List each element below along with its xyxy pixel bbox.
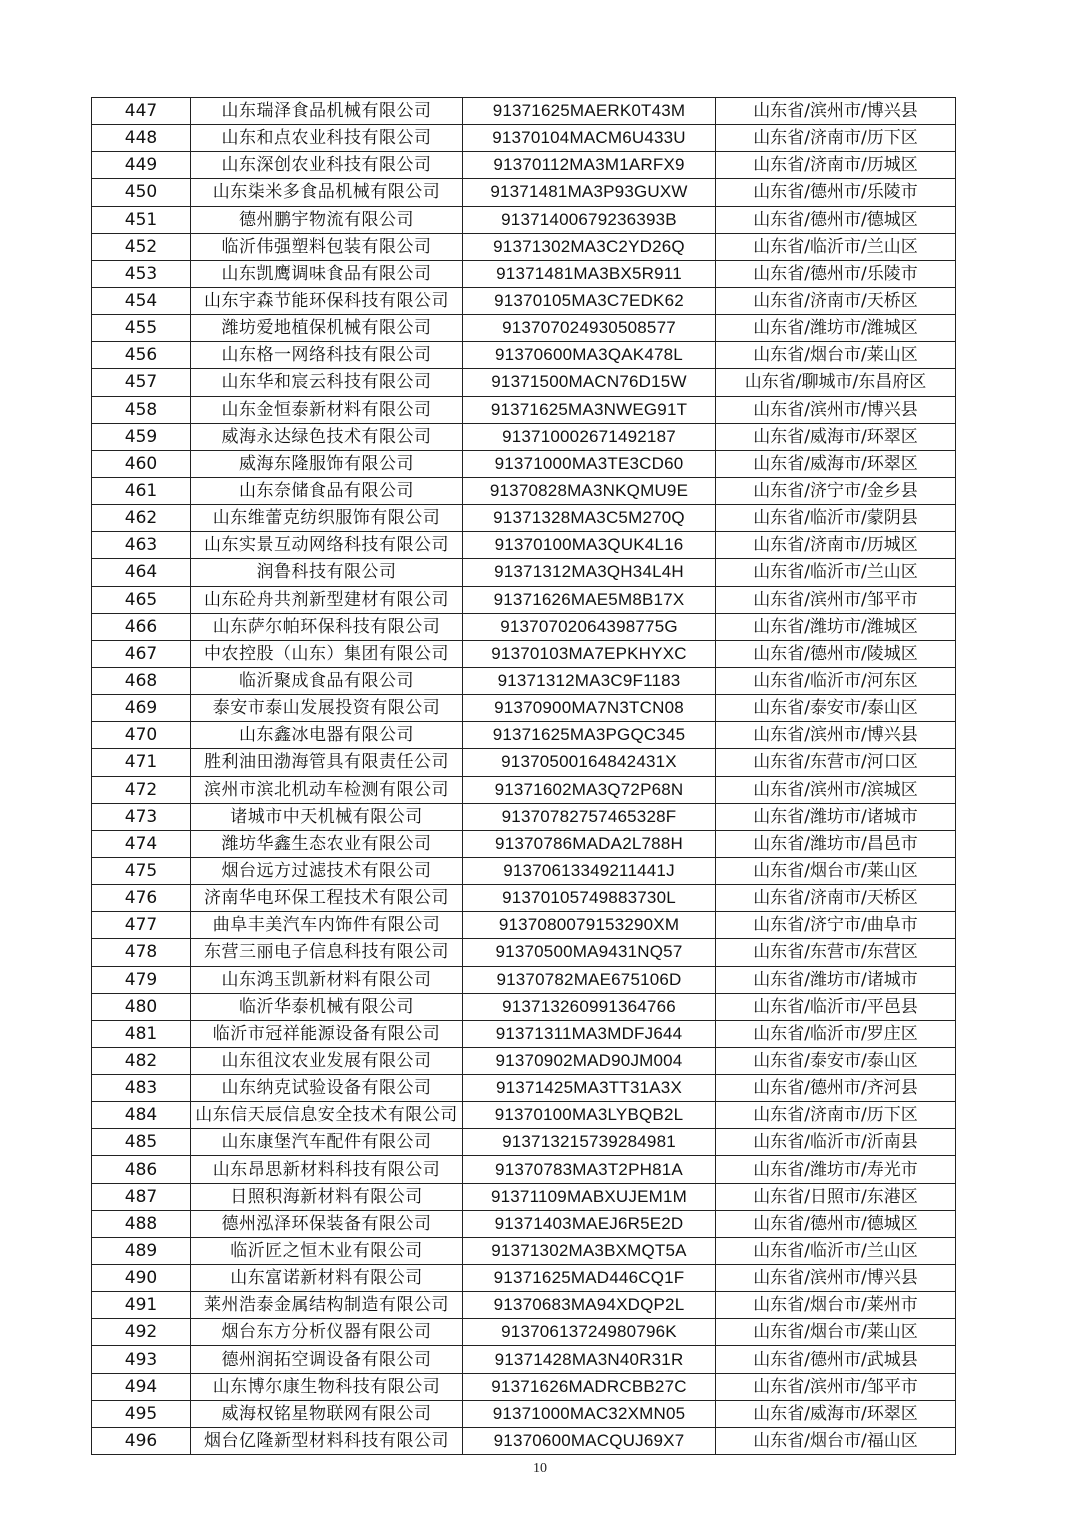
company-name-cell: 山东和点农业科技有限公司 [191, 125, 463, 152]
company-name-cell: 诸城市中天机械有限公司 [191, 803, 463, 830]
table-row [92, 260, 956, 287]
serial-number-cell: 483 [92, 1075, 191, 1102]
serial-number-cell: 462 [92, 505, 191, 532]
table-row [92, 315, 956, 342]
region-cell: 山东省/滨州市/滨城区 [716, 776, 956, 803]
serial-number-cell: 475 [92, 857, 191, 884]
page-number: 10 [533, 1461, 547, 1476]
serial-number-cell: 493 [92, 1346, 191, 1373]
table-row [92, 776, 956, 803]
credit-code-cell: 91371602MA3Q72P68N [463, 776, 716, 803]
serial-number-cell: 457 [92, 369, 191, 396]
table-row [92, 505, 956, 532]
serial-number-cell: 474 [92, 830, 191, 857]
table-row [92, 450, 956, 477]
region-cell: 山东省/潍坊市/寿光市 [716, 1156, 956, 1183]
company-name-cell: 山东宇森节能环保科技有限公司 [191, 287, 463, 314]
credit-code-cell: 91371109MABXUJEM1M [463, 1183, 716, 1210]
credit-code-cell: 913713260991364766 [463, 993, 716, 1020]
table-row [92, 477, 956, 504]
company-name-cell: 山东萨尔帕环保科技有限公司 [191, 613, 463, 640]
company-name-cell: 胜利油田渤海管具有限责任公司 [191, 749, 463, 776]
company-name-cell: 滨州市滨北机动车检测有限公司 [191, 776, 463, 803]
credit-code-cell: 91371428MA3N40R31R [463, 1346, 716, 1373]
company-name-cell: 东营三丽电子信息科技有限公司 [191, 939, 463, 966]
region-cell: 山东省/烟台市/莱山区 [716, 1319, 956, 1346]
table-row [92, 1156, 956, 1183]
company-name-cell: 德州鹏宇物流有限公司 [191, 206, 463, 233]
credit-code-cell: 91371312MA3C9F1183 [463, 667, 716, 694]
company-name-cell: 山东格一网络科技有限公司 [191, 342, 463, 369]
company-name-cell: 威海权铭星物联网有限公司 [191, 1400, 463, 1427]
company-name-cell: 山东金恒泰新材料有限公司 [191, 396, 463, 423]
region-cell: 山东省/烟台市/莱州市 [716, 1292, 956, 1319]
serial-number-cell: 480 [92, 993, 191, 1020]
table-row [92, 1183, 956, 1210]
region-cell: 山东省/烟台市/莱山区 [716, 857, 956, 884]
table-row [92, 1346, 956, 1373]
table-row [92, 1373, 956, 1400]
serial-number-cell: 470 [92, 722, 191, 749]
table-row [92, 613, 956, 640]
region-cell: 山东省/滨州市/博兴县 [716, 396, 956, 423]
credit-code-cell: 91370600MACQUJ69X7 [463, 1427, 716, 1454]
serial-number-cell: 454 [92, 287, 191, 314]
region-cell: 山东省/临沂市/河东区 [716, 667, 956, 694]
credit-code-cell: 91370100MA3QUK4L16 [463, 532, 716, 559]
region-cell: 山东省/德州市/德城区 [716, 206, 956, 233]
region-cell: 山东省/济南市/天桥区 [716, 885, 956, 912]
serial-number-cell: 459 [92, 423, 191, 450]
region-cell: 山东省/潍坊市/潍城区 [716, 613, 956, 640]
credit-code-cell: 91370786MADA2L788H [463, 830, 716, 857]
credit-code-cell: 91370500MA9431NQ57 [463, 939, 716, 966]
table-row [92, 830, 956, 857]
serial-number-cell: 486 [92, 1156, 191, 1183]
region-cell: 山东省/滨州市/邹平市 [716, 1373, 956, 1400]
serial-number-cell: 481 [92, 1020, 191, 1047]
credit-code-cell: 91370104MACM6U433U [463, 125, 716, 152]
table-row [92, 179, 956, 206]
credit-code-cell: 91371311MA3MDFJ644 [463, 1020, 716, 1047]
region-cell: 山东省/威海市/环翠区 [716, 450, 956, 477]
table-row [92, 1319, 956, 1346]
region-cell: 山东省/日照市/东港区 [716, 1183, 956, 1210]
serial-number-cell: 468 [92, 667, 191, 694]
credit-code-cell: 913707024930508577 [463, 315, 716, 342]
company-name-cell: 山东康堡汽车配件有限公司 [191, 1129, 463, 1156]
region-cell: 山东省/德州市/齐河县 [716, 1075, 956, 1102]
serial-number-cell: 455 [92, 315, 191, 342]
credit-code-cell: 91371625MA3PGQC345 [463, 722, 716, 749]
serial-number-cell: 452 [92, 233, 191, 260]
serial-number-cell: 488 [92, 1210, 191, 1237]
credit-code-cell: 91371626MAE5M8B17X [463, 586, 716, 613]
company-name-cell: 德州泓泽环保装备有限公司 [191, 1210, 463, 1237]
serial-number-cell: 473 [92, 803, 191, 830]
credit-code-cell: 91370105MA3C7EDK62 [463, 287, 716, 314]
table-row [92, 287, 956, 314]
company-name-cell: 日照积海新材料有限公司 [191, 1183, 463, 1210]
region-cell: 山东省/潍坊市/诸城市 [716, 966, 956, 993]
company-name-cell: 山东信天辰信息安全技术有限公司 [191, 1102, 463, 1129]
table-row [92, 396, 956, 423]
region-cell: 山东省/临沂市/蒙阴县 [716, 505, 956, 532]
serial-number-cell: 479 [92, 966, 191, 993]
region-cell: 山东省/临沂市/兰山区 [716, 559, 956, 586]
company-name-cell: 山东砼舟共剂新型建材有限公司 [191, 586, 463, 613]
company-name-cell: 临沂市冠祥能源设备有限公司 [191, 1020, 463, 1047]
serial-number-cell: 491 [92, 1292, 191, 1319]
region-cell: 山东省/临沂市/罗庄区 [716, 1020, 956, 1047]
serial-number-cell: 471 [92, 749, 191, 776]
company-name-cell: 山东鸿玉凯新材料有限公司 [191, 966, 463, 993]
credit-code-cell: 913713215739284981 [463, 1129, 716, 1156]
credit-code-cell: 91371312MA3QH34L4H [463, 559, 716, 586]
serial-number-cell: 494 [92, 1373, 191, 1400]
company-name-cell: 山东华和宸云科技有限公司 [191, 369, 463, 396]
serial-number-cell: 476 [92, 885, 191, 912]
credit-code-cell: 91370100MA3LYBQB2L [463, 1102, 716, 1129]
table-row [92, 233, 956, 260]
company-table [91, 97, 956, 1455]
serial-number-cell: 464 [92, 559, 191, 586]
region-cell: 山东省/济南市/历城区 [716, 152, 956, 179]
company-name-cell: 山东昂思新材料科技有限公司 [191, 1156, 463, 1183]
credit-code-cell: 91371500MACN76D15W [463, 369, 716, 396]
region-cell: 山东省/东营市/东营区 [716, 939, 956, 966]
table-row [92, 1020, 956, 1047]
table-row [92, 1400, 956, 1427]
credit-code-cell: 91370613349211441J [463, 857, 716, 884]
company-name-cell: 润鲁科技有限公司 [191, 559, 463, 586]
serial-number-cell: 448 [92, 125, 191, 152]
credit-code-cell: 91370782MAE675106D [463, 966, 716, 993]
region-cell: 山东省/泰安市/泰山区 [716, 1047, 956, 1074]
credit-code-cell: 91370782757465328F [463, 803, 716, 830]
company-name-cell: 临沂匠之恒木业有限公司 [191, 1237, 463, 1264]
table-row [92, 1265, 956, 1292]
credit-code-cell: 91370613724980796K [463, 1319, 716, 1346]
company-name-cell: 潍坊爱地植保机械有限公司 [191, 315, 463, 342]
company-name-cell: 山东徂汶农业发展有限公司 [191, 1047, 463, 1074]
credit-code-cell: 9137080079153290XM [463, 912, 716, 939]
region-cell: 山东省/临沂市/兰山区 [716, 233, 956, 260]
company-name-cell: 烟台东方分析仪器有限公司 [191, 1319, 463, 1346]
region-cell: 山东省/威海市/环翠区 [716, 423, 956, 450]
credit-code-cell: 91371302MA3BXMQT5A [463, 1237, 716, 1264]
region-cell: 山东省/济南市/历下区 [716, 125, 956, 152]
table-row [92, 939, 956, 966]
region-cell: 山东省/滨州市/博兴县 [716, 722, 956, 749]
serial-number-cell: 484 [92, 1102, 191, 1129]
table-row [92, 722, 956, 749]
serial-number-cell: 461 [92, 477, 191, 504]
company-name-cell: 曲阜丰美汽车内饰件有限公司 [191, 912, 463, 939]
table-row [92, 667, 956, 694]
region-cell: 山东省/烟台市/莱山区 [716, 342, 956, 369]
region-cell: 山东省/滨州市/邹平市 [716, 586, 956, 613]
table-row [92, 559, 956, 586]
table-row [92, 152, 956, 179]
company-name-cell: 山东柒米多食品机械有限公司 [191, 179, 463, 206]
table-row [92, 885, 956, 912]
region-cell: 山东省/德州市/德城区 [716, 1210, 956, 1237]
region-cell: 山东省/潍坊市/昌邑市 [716, 830, 956, 857]
table-row [92, 586, 956, 613]
company-name-cell: 山东奈储食品有限公司 [191, 477, 463, 504]
serial-number-cell: 495 [92, 1400, 191, 1427]
table-row [92, 1102, 956, 1129]
table-row [92, 98, 956, 125]
company-name-cell: 中农控股（山东）集团有限公司 [191, 640, 463, 667]
company-name-cell: 烟台亿隆新型材料科技有限公司 [191, 1427, 463, 1454]
company-name-cell: 烟台远方过滤技术有限公司 [191, 857, 463, 884]
region-cell: 山东省/德州市/乐陵市 [716, 179, 956, 206]
region-cell: 山东省/泰安市/泰山区 [716, 695, 956, 722]
company-name-cell: 山东博尔康生物科技有限公司 [191, 1373, 463, 1400]
serial-number-cell: 485 [92, 1129, 191, 1156]
credit-code-cell: 91370828MA3NKQMU9E [463, 477, 716, 504]
serial-number-cell: 463 [92, 532, 191, 559]
serial-number-cell: 467 [92, 640, 191, 667]
credit-code-cell: 91371625MAD446CQ1F [463, 1265, 716, 1292]
credit-code-cell: 91370702064398775G [463, 613, 716, 640]
company-name-cell: 济南华电环保工程技术有限公司 [191, 885, 463, 912]
credit-code-cell: 91371481MA3P93GUXW [463, 179, 716, 206]
company-name-cell: 莱州浩泰金属结构制造有限公司 [191, 1292, 463, 1319]
serial-number-cell: 458 [92, 396, 191, 423]
table-row [92, 803, 956, 830]
company-name-cell: 德州润拓空调设备有限公司 [191, 1346, 463, 1373]
table-row [92, 966, 956, 993]
credit-code-cell: 91370900MA7N3TCN08 [463, 695, 716, 722]
serial-number-cell: 478 [92, 939, 191, 966]
region-cell: 山东省/济南市/历下区 [716, 1102, 956, 1129]
company-name-cell: 威海永达绿色技术有限公司 [191, 423, 463, 450]
table-row [92, 532, 956, 559]
table-row [92, 1237, 956, 1264]
company-name-cell: 威海东隆服饰有限公司 [191, 450, 463, 477]
credit-code-cell: 91371625MA3NWEG91T [463, 396, 716, 423]
credit-code-cell: 91370683MA94XDQP2L [463, 1292, 716, 1319]
credit-code-cell: 91370783MA3T2PH81A [463, 1156, 716, 1183]
credit-code-cell: 91371000MA3TE3CD60 [463, 450, 716, 477]
credit-code-cell: 91370103MA7EPKHYXC [463, 640, 716, 667]
credit-code-cell: 91371425MA3TT31A3X [463, 1075, 716, 1102]
table-row [92, 640, 956, 667]
table-row [92, 369, 956, 396]
company-name-cell: 山东鑫冰电器有限公司 [191, 722, 463, 749]
company-name-cell: 泰安市泰山发展投资有限公司 [191, 695, 463, 722]
company-name-cell: 临沂聚成食品有限公司 [191, 667, 463, 694]
serial-number-cell: 487 [92, 1183, 191, 1210]
serial-number-cell: 453 [92, 260, 191, 287]
region-cell: 山东省/威海市/环翠区 [716, 1400, 956, 1427]
credit-code-cell: 91370500164842431X [463, 749, 716, 776]
credit-code-cell: 91371302MA3C2YD26Q [463, 233, 716, 260]
serial-number-cell: 469 [92, 695, 191, 722]
company-name-cell: 潍坊华鑫生态农业有限公司 [191, 830, 463, 857]
region-cell: 山东省/济宁市/金乡县 [716, 477, 956, 504]
region-cell: 山东省/东营市/河口区 [716, 749, 956, 776]
serial-number-cell: 482 [92, 1047, 191, 1074]
table-row [92, 1047, 956, 1074]
table-row [92, 423, 956, 450]
region-cell: 山东省/德州市/乐陵市 [716, 260, 956, 287]
region-cell: 山东省/济南市/天桥区 [716, 287, 956, 314]
credit-code-cell: 91370112MA3M1ARFX9 [463, 152, 716, 179]
credit-code-cell: 91371626MADRCBB27C [463, 1373, 716, 1400]
company-name-cell: 临沂华泰机械有限公司 [191, 993, 463, 1020]
region-cell: 山东省/潍坊市/诸城市 [716, 803, 956, 830]
company-table-body [92, 98, 956, 1455]
region-cell: 山东省/临沂市/平邑县 [716, 993, 956, 1020]
serial-number-cell: 490 [92, 1265, 191, 1292]
region-cell: 山东省/滨州市/博兴县 [716, 98, 956, 125]
table-row [92, 857, 956, 884]
table-row [92, 1129, 956, 1156]
region-cell: 山东省/聊城市/东昌府区 [716, 369, 956, 396]
region-cell: 山东省/德州市/武城县 [716, 1346, 956, 1373]
serial-number-cell: 450 [92, 179, 191, 206]
serial-number-cell: 456 [92, 342, 191, 369]
table-row [92, 749, 956, 776]
serial-number-cell: 492 [92, 1319, 191, 1346]
table-row [92, 342, 956, 369]
region-cell: 山东省/临沂市/沂南县 [716, 1129, 956, 1156]
serial-number-cell: 466 [92, 613, 191, 640]
credit-code-cell: 91371000MAC32XMN05 [463, 1400, 716, 1427]
credit-code-cell: 91370902MAD90JM004 [463, 1047, 716, 1074]
table-row [92, 1075, 956, 1102]
serial-number-cell: 489 [92, 1237, 191, 1264]
region-cell: 山东省/临沂市/兰山区 [716, 1237, 956, 1264]
company-name-cell: 临沂伟强塑料包装有限公司 [191, 233, 463, 260]
table-row [92, 912, 956, 939]
credit-code-cell: 91371625MAERK0T43M [463, 98, 716, 125]
credit-code-cell: 913710002671492187 [463, 423, 716, 450]
company-name-cell: 山东富诺新材料有限公司 [191, 1265, 463, 1292]
table-row [92, 206, 956, 233]
credit-code-cell: 91371328MA3C5M270Q [463, 505, 716, 532]
table-row [92, 1210, 956, 1237]
serial-number-cell: 460 [92, 450, 191, 477]
serial-number-cell: 496 [92, 1427, 191, 1454]
table-row [92, 1427, 956, 1454]
serial-number-cell: 449 [92, 152, 191, 179]
credit-code-cell: 91370105749883730L [463, 885, 716, 912]
region-cell: 山东省/德州市/陵城区 [716, 640, 956, 667]
credit-code-cell: 91370600MA3QAK478L [463, 342, 716, 369]
company-name-cell: 山东深创农业科技有限公司 [191, 152, 463, 179]
region-cell: 山东省/济宁市/曲阜市 [716, 912, 956, 939]
company-name-cell: 山东维蕾克纺织服饰有限公司 [191, 505, 463, 532]
region-cell: 山东省/潍坊市/潍城区 [716, 315, 956, 342]
serial-number-cell: 451 [92, 206, 191, 233]
company-name-cell: 山东纳克试验设备有限公司 [191, 1075, 463, 1102]
table-row [92, 1292, 956, 1319]
credit-code-cell: 91371481MA3BX5R911 [463, 260, 716, 287]
serial-number-cell: 447 [92, 98, 191, 125]
company-name-cell: 山东实景互动网络科技有限公司 [191, 532, 463, 559]
company-name-cell: 山东瑞泽食品机械有限公司 [191, 98, 463, 125]
region-cell: 山东省/滨州市/博兴县 [716, 1265, 956, 1292]
table-row [92, 695, 956, 722]
credit-code-cell: 91371403MAEJ6R5E2D [463, 1210, 716, 1237]
serial-number-cell: 477 [92, 912, 191, 939]
region-cell: 山东省/济南市/历城区 [716, 532, 956, 559]
table-row [92, 993, 956, 1020]
serial-number-cell: 472 [92, 776, 191, 803]
credit-code-cell: 91371400679236393B [463, 206, 716, 233]
serial-number-cell: 465 [92, 586, 191, 613]
region-cell: 山东省/烟台市/福山区 [716, 1427, 956, 1454]
company-name-cell: 山东凯鹰调味食品有限公司 [191, 260, 463, 287]
table-row [92, 125, 956, 152]
